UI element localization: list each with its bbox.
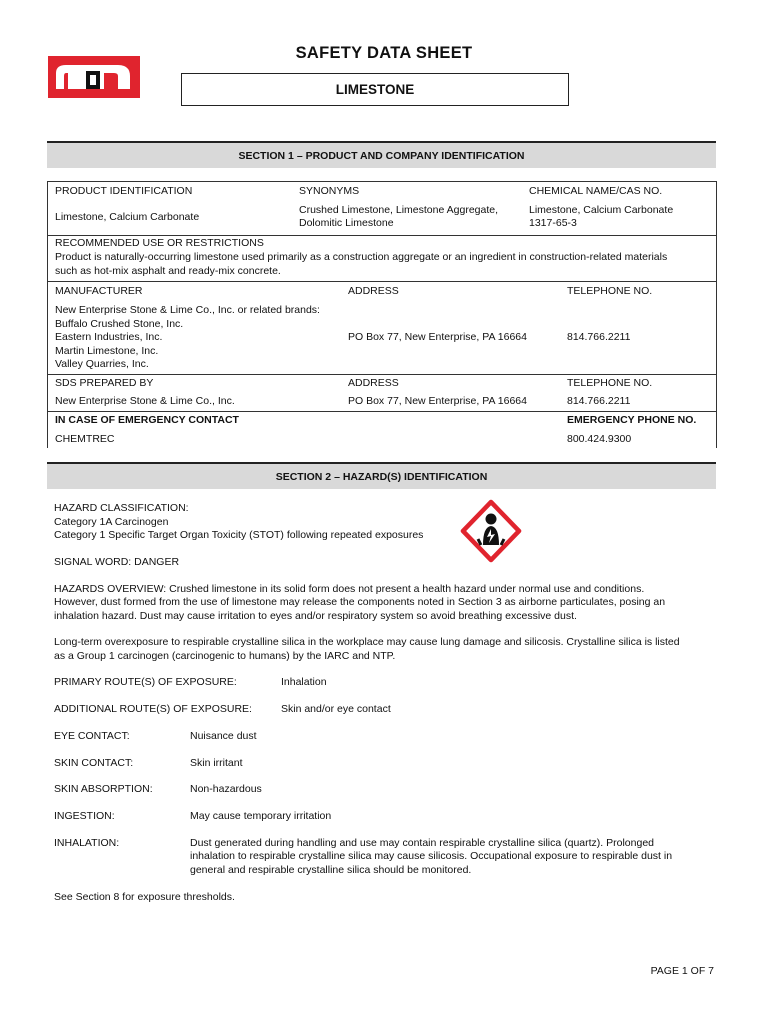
recommended-use-line-1: Product is naturally-occurring limestone used primarily as a construction aggregate or an ingredient in construction-related materials bbox=[55, 251, 668, 263]
hazards-overview-line: However, dust formed from the use of limestone may release the components noted in Section 3 as airborne particulates, posing an bbox=[54, 596, 666, 608]
sds-telephone-value: 814.766.2211 bbox=[567, 395, 631, 407]
inhalation-line: general and respirable crystalline silica should be monitored. bbox=[190, 864, 472, 876]
document-title: SAFETY DATA SHEET bbox=[295, 44, 473, 62]
chemical-name-line-2: 1317-65-3 bbox=[529, 217, 577, 229]
see-section-note: See Section 8 for exposure thresholds. bbox=[54, 891, 235, 903]
manufacturer-line: New Enterprise Stone & Lime Co., Inc. or related brands: bbox=[55, 304, 320, 316]
skin-absorption-value: Non-hazardous bbox=[190, 783, 262, 795]
hazard-classification-line: HAZARD CLASSIFICATION: bbox=[54, 502, 189, 514]
long-term-line: as a Group 1 carcinogen (carcinogenic to humans) by the IARC and NTP. bbox=[54, 650, 396, 662]
chemical-name-label: CHEMICAL NAME/CAS NO. bbox=[529, 185, 663, 197]
skin-contact-value: Skin irritant bbox=[190, 757, 243, 769]
manufacturer-line: Eastern Industries, Inc. bbox=[55, 331, 163, 343]
address-value: PO Box 77, New Enterprise, PA 16664 bbox=[348, 331, 527, 343]
row-divider bbox=[48, 374, 716, 375]
emergency-phone-label: EMERGENCY PHONE NO. bbox=[567, 414, 697, 426]
hazards-overview-line: inhalation hazard. Dust may cause irritation to eyes and/or respiratory system so avoid breathing excessive dust. bbox=[54, 610, 577, 622]
manufacturer-line: Martin Limestone, Inc. bbox=[55, 345, 159, 357]
sds-address-label: ADDRESS bbox=[348, 377, 399, 389]
inhalation-line: Dust generated during handling and use may contain respirable crystalline silica (quartz). Prolonged bbox=[190, 837, 655, 849]
page-number: PAGE 1 OF 7 bbox=[650, 965, 714, 977]
section-1-header: SECTION 1 – PRODUCT AND COMPANY IDENTIFICATION bbox=[47, 141, 716, 168]
emergency-contact-label: IN CASE OF EMERGENCY CONTACT bbox=[55, 414, 239, 426]
manufacturer-line: Valley Quarries, Inc. bbox=[55, 358, 149, 370]
hazard-classification-line: Category 1 Specific Target Organ Toxicity (STOT) following repeated exposures bbox=[54, 529, 424, 541]
hazards-overview-line: HAZARDS OVERVIEW: Crushed limestone in its solid form does not present a health hazard under normal use and conditions. bbox=[54, 583, 645, 595]
address-label: ADDRESS bbox=[348, 285, 399, 297]
hazard-classification-line: Category 1A Carcinogen bbox=[54, 516, 169, 528]
row-divider bbox=[48, 411, 716, 412]
section-2-header: SECTION 2 – HAZARD(S) IDENTIFICATION bbox=[47, 462, 716, 489]
recommended-use-line-2: such as hot-mix asphalt and ready-mix concrete. bbox=[55, 265, 281, 277]
emergency-phone-value: 800.424.9300 bbox=[567, 433, 632, 445]
sds-telephone-label: TELEPHONE NO. bbox=[567, 377, 653, 389]
primary-route-label: PRIMARY ROUTE(S) OF EXPOSURE: bbox=[54, 676, 237, 688]
inhalation-line: inhalation to respirable crystalline silica may cause silicosis. Occupational exposure to respirable dust in bbox=[190, 850, 673, 862]
skin-absorption-label: SKIN ABSORPTION: bbox=[54, 783, 153, 795]
additional-route-value: Skin and/or eye contact bbox=[281, 703, 391, 715]
synonyms-line-2: Dolomitic Limestone bbox=[299, 217, 394, 229]
synonyms-line-1: Crushed Limestone, Limestone Aggregate, bbox=[299, 204, 499, 216]
eye-contact-label: EYE CONTACT: bbox=[54, 730, 130, 742]
emergency-contact-value: CHEMTREC bbox=[55, 433, 115, 445]
sds-prepared-label: SDS PREPARED BY bbox=[55, 377, 154, 389]
product-id-value: Limestone, Calcium Carbonate bbox=[55, 211, 200, 223]
ingestion-value: May cause temporary irritation bbox=[190, 810, 332, 822]
sds-prepared-value: New Enterprise Stone & Lime Co., Inc. bbox=[55, 395, 235, 407]
row-divider bbox=[48, 235, 716, 236]
product-name-box: LIMESTONE bbox=[181, 73, 569, 106]
telephone-value: 814.766.2211 bbox=[567, 331, 631, 343]
manufacturer-line: Buffalo Crushed Stone, Inc. bbox=[55, 318, 184, 330]
eye-contact-value: Nuisance dust bbox=[190, 730, 257, 742]
sds-address-value: PO Box 77, New Enterprise, PA 16664 bbox=[348, 395, 527, 407]
primary-route-value: Inhalation bbox=[281, 676, 327, 688]
long-term-line: Long-term overexposure to respirable crystalline silica in the workplace may cause lung damage and silicosis. Crystalline silica is listed bbox=[54, 636, 680, 648]
synonyms-label: SYNONYMS bbox=[299, 185, 360, 197]
manufacturer-label: MANUFACTURER bbox=[55, 285, 143, 297]
recommended-use-label: RECOMMENDED USE OR RESTRICTIONS bbox=[55, 237, 264, 249]
inhalation-label: INHALATION: bbox=[54, 837, 120, 849]
identification-table bbox=[47, 181, 717, 448]
skin-contact-label: SKIN CONTACT: bbox=[54, 757, 134, 769]
product-id-label: PRODUCT IDENTIFICATION bbox=[55, 185, 193, 197]
ingestion-label: INGESTION: bbox=[54, 810, 115, 822]
chemical-name-line-1: Limestone, Calcium Carbonate bbox=[529, 204, 674, 216]
health-hazard-pictogram bbox=[460, 499, 522, 563]
row-divider bbox=[48, 281, 716, 282]
additional-route-label: ADDITIONAL ROUTE(S) OF EXPOSURE: bbox=[54, 703, 252, 715]
telephone-label: TELEPHONE NO. bbox=[567, 285, 653, 297]
signal-word: SIGNAL WORD: DANGER bbox=[54, 556, 180, 568]
